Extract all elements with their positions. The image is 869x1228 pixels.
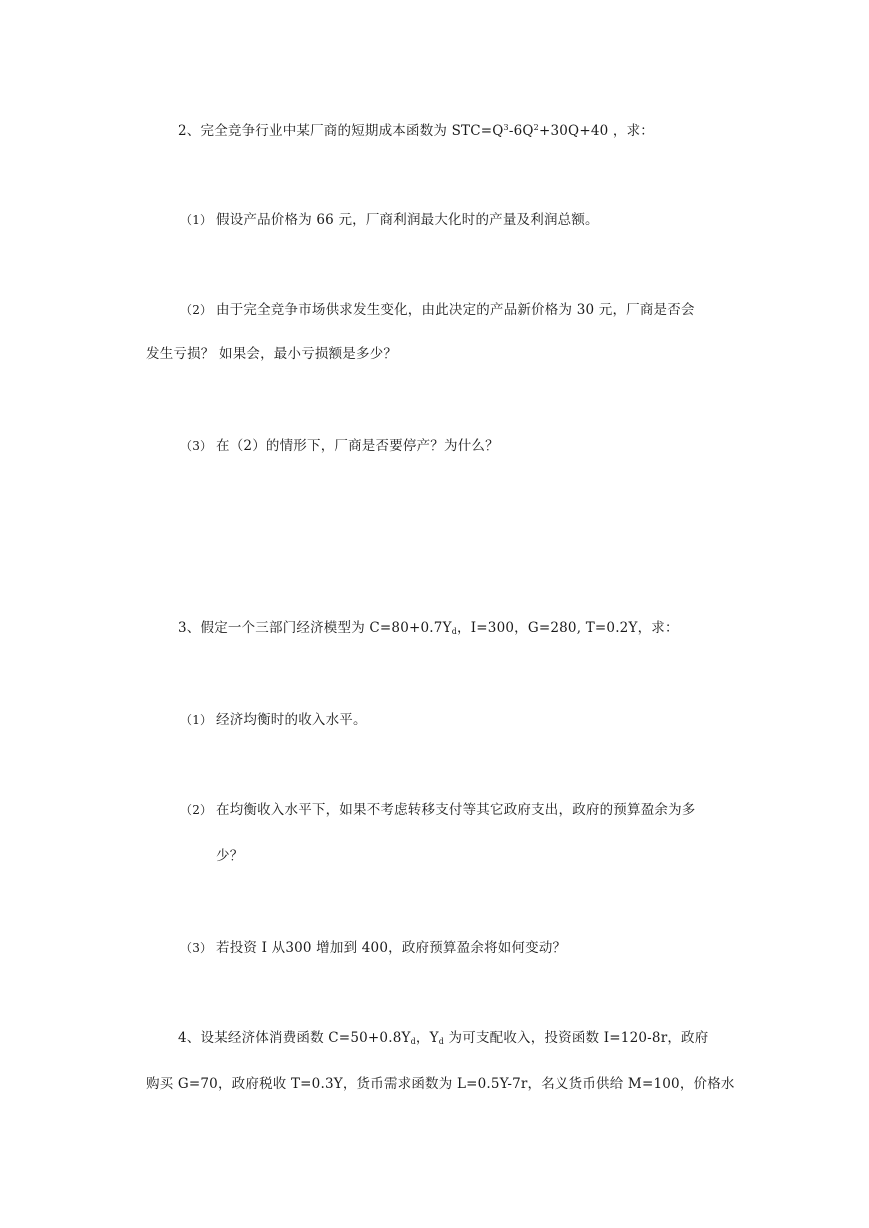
q4-line-2-text: 购买 G=70，政府税收 T=0.3Y，货币需求函数为 L=0.5Y-7r，名义货币供给 M=100，价格水 <box>146 1076 735 1092</box>
q2-part-3-marker: （3） <box>180 439 213 453</box>
question-2-part-3 <box>180 436 499 456</box>
q3-part-2-marker: （2） <box>180 803 213 817</box>
question-2-part-2-line-1 <box>180 300 695 320</box>
q2-part-1-marker: （1） <box>180 213 213 227</box>
q3-part-3-marker: （3） <box>180 941 213 955</box>
q2-part-2-text-line-1: 由于完全竞争市场供求发生变化，由此决定的产品新价格为 30 元，厂商是否会 <box>216 302 695 318</box>
question-3-part-2-line-2 <box>216 846 243 866</box>
question-3-title <box>178 618 679 642</box>
q2-part-2-marker: （2） <box>180 303 213 317</box>
q3-part-2-text-line-2: 少？ <box>216 848 244 864</box>
q4-line-1-subscript-d-1: d <box>410 1037 416 1046</box>
q4-line-1-part-c: 为可支配收入，投资函数 I=120-8r，政府 <box>444 1030 709 1046</box>
question-3-part-2-line-1 <box>180 800 696 820</box>
q4-line-1-part-b: ，Y <box>415 1030 439 1046</box>
q2-part-3-text: 在（2）的情形下，厂商是否要停产？为什么？ <box>216 438 499 454</box>
q3-part-1-marker: （1） <box>180 713 213 727</box>
q2-title-superscript-2: 2 <box>533 123 539 132</box>
q2-part-2-text-line-2: 发生亏损？ 如果会，最小亏损额是多少？ <box>146 346 398 362</box>
question-2-part-1 <box>180 210 599 230</box>
q2-title-part-c: +30Q+40 ，求： <box>538 123 655 139</box>
q4-line-1-subscript-d-2: d <box>438 1037 445 1046</box>
question-2-part-2-line-2 <box>146 344 397 364</box>
q3-title-part-b: ，I=300，G=280, T=0.2Y，求： <box>457 620 679 636</box>
question-4-line-2 <box>146 1074 735 1094</box>
q3-title-subscript-d: d <box>451 627 458 636</box>
q2-title-part-a: 2、完全竞争行业中某厂商的短期成本函数为 STC=Q <box>178 123 504 139</box>
q3-part-2-text-line-1: 在均衡收入水平下，如果不考虑转移支付等其它政府支出，政府的预算盈余为多 <box>216 802 696 818</box>
q3-title-part-a: 3、假定一个三部门经济模型为 C=80+0.7Y <box>178 620 452 636</box>
q2-part-1-text: 假设产品价格为 66 元，厂商利润最大化时的产量及利润总额。 <box>216 212 599 228</box>
question-4-line-1 <box>178 1028 708 1052</box>
q4-line-1-part-a: 4、设某经济体消费函数 C=50+0.8Y <box>178 1030 411 1046</box>
q2-title-superscript-3: 3 <box>503 123 509 132</box>
question-2-title <box>178 118 654 141</box>
q3-part-3-text: 若投资 I 从300 增加到 400，政府预算盈余将如何变动？ <box>216 940 567 956</box>
question-3-part-3 <box>180 938 566 958</box>
q2-title-part-b: -6Q <box>508 123 534 139</box>
question-3-part-1 <box>180 710 367 730</box>
q3-part-1-text: 经济均衡时的收入水平。 <box>216 712 367 728</box>
